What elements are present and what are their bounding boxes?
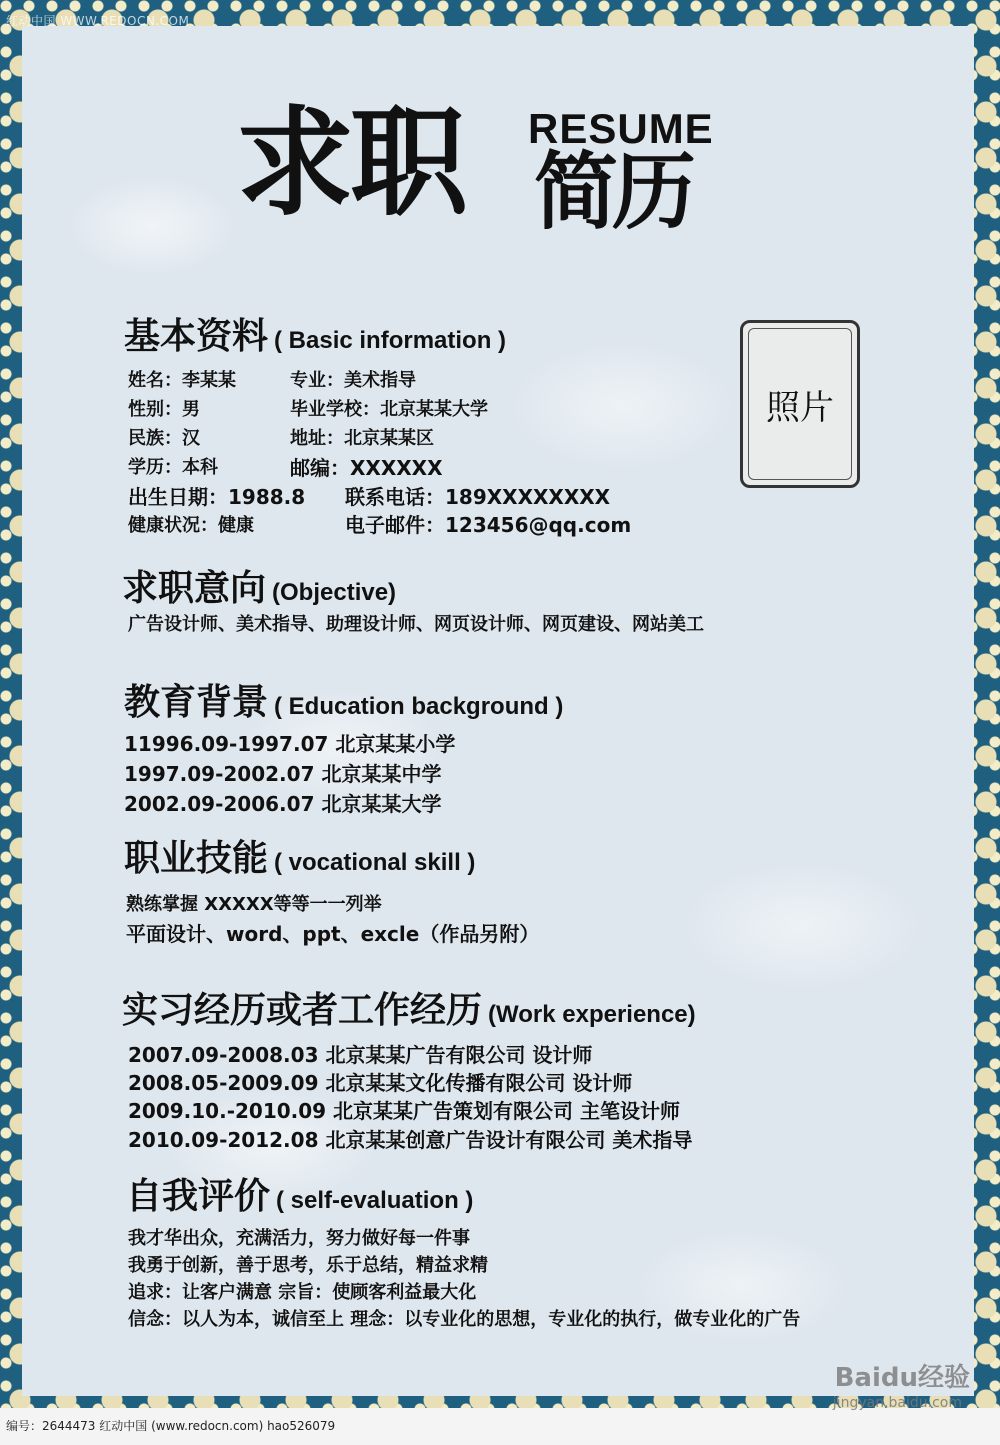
section-heading-objective bbox=[122, 560, 396, 611]
education-item: 11996.09-1997.07 北京某某小学 bbox=[124, 732, 456, 756]
basic-left-item: 健康状况：健康 bbox=[128, 515, 254, 536]
skill-item: 熟练掌握 XXXXX等等一一列举 bbox=[126, 894, 382, 915]
heading-en: (Objective) bbox=[272, 579, 397, 606]
title-main: 求职 bbox=[236, 94, 465, 232]
heading-cn: 教育背景 bbox=[124, 682, 269, 723]
basic-right-item: 邮编：XXXXXX bbox=[290, 456, 443, 480]
baidu-url: jingyan.baidu.com bbox=[832, 1395, 962, 1411]
heading-cn: 实习经历或者工作经历 bbox=[122, 990, 483, 1031]
self-eval-item: 我勇于创新，善于思考，乐于总结，精益求精 bbox=[128, 1255, 488, 1276]
heading-cn: 自我评价 bbox=[126, 1176, 271, 1217]
self-eval-item: 信念：以人为本，诚信至上 理念：以专业化的思想，专业化的执行，做专业化的广告 bbox=[128, 1309, 801, 1330]
photo-label: 照片 bbox=[766, 387, 834, 428]
basic-right-item: 专业：美术指导 bbox=[290, 370, 416, 391]
basic-left-item: 出生日期：1988.8 bbox=[128, 485, 306, 509]
heading-en: ( Basic information ) bbox=[274, 327, 507, 354]
basic-right-item: 地址：北京某某区 bbox=[290, 428, 434, 449]
basic-right-item: 毕业学校：北京某某大学 bbox=[290, 399, 488, 420]
heading-cn: 基本资料 bbox=[124, 316, 269, 357]
heading-cn: 求职意向 bbox=[122, 568, 267, 609]
education-item: 1997.09-2002.07 北京某某中学 bbox=[124, 762, 442, 786]
watermark-top: 红动中国 WWW.REDOCN.COM bbox=[6, 14, 190, 28]
work-item: 2007.09-2008.03 北京某某广告有限公司 设计师 bbox=[128, 1043, 593, 1067]
basic-left-item: 民族：汉 bbox=[128, 428, 200, 449]
work-item: 2009.10.-2010.09 北京某某广告策划有限公司 主笔设计师 bbox=[128, 1099, 681, 1123]
baidu-logo: Baidu经验 bbox=[834, 1363, 970, 1393]
self-eval-item: 我才华出众，充满活力，努力做好每一件事 bbox=[128, 1228, 470, 1249]
basic-left-item: 学历：本科 bbox=[128, 457, 218, 478]
title-sub: 简历 bbox=[534, 143, 691, 241]
basic-left-item: 性别：男 bbox=[128, 399, 200, 420]
section-heading-basic bbox=[124, 308, 506, 359]
objective-text: 广告设计师、美术指导、助理设计师、网页设计师、网页建设、网站美工 bbox=[128, 614, 704, 635]
education-item: 2002.09-2006.07 北京某某大学 bbox=[124, 792, 442, 816]
self-eval-item: 追求：让客户满意 宗旨：使顾客利益最大化 bbox=[128, 1282, 477, 1303]
work-item: 2010.09-2012.08 北京某某创意广告设计有限公司 美术指导 bbox=[128, 1128, 693, 1152]
section-heading-skills bbox=[124, 830, 475, 881]
watermark-bottom: 编号：2644473 红动中国 (www.redocn.com) hao526079 bbox=[0, 1408, 1000, 1445]
skill-item: 平面设计、word、ppt、excle（作品另附） bbox=[126, 922, 540, 946]
work-item: 2008.05-2009.09 北京某某文化传播有限公司 设计师 bbox=[128, 1071, 633, 1095]
section-heading-self-evaluation bbox=[126, 1168, 473, 1219]
section-heading-education bbox=[124, 674, 563, 725]
basic-right-item: 联系电话：189XXXXXXXX bbox=[345, 485, 611, 509]
title-english: RESUME bbox=[528, 105, 714, 152]
heading-en: (Work experience) bbox=[488, 1001, 696, 1028]
photo-placeholder bbox=[740, 320, 860, 488]
heading-en: ( Education background ) bbox=[274, 693, 564, 720]
heading-cn: 职业技能 bbox=[124, 838, 269, 879]
heading-en: ( vocational skill ) bbox=[274, 849, 476, 876]
section-heading-work bbox=[122, 982, 696, 1033]
basic-right-item: 电子邮件：123456@qq.com bbox=[345, 513, 632, 537]
heading-en: ( self-evaluation ) bbox=[276, 1187, 474, 1214]
basic-left-item: 姓名：李某某 bbox=[128, 370, 236, 391]
